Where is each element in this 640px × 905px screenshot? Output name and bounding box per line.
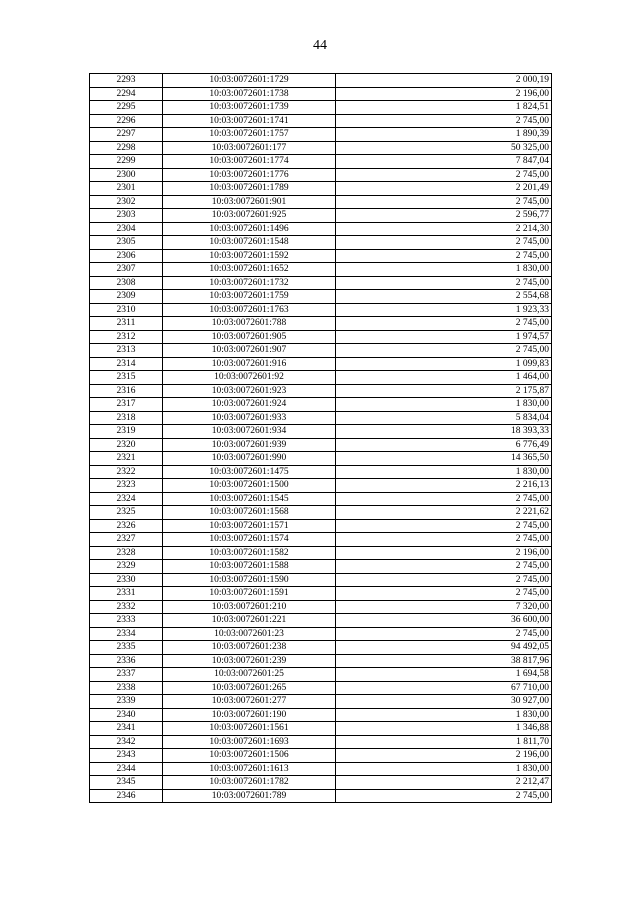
- amount-cell: 30 927,00: [336, 695, 552, 709]
- cadastral-number-cell: 10:03:0072601:1729: [163, 74, 336, 88]
- table-row: [90, 519, 552, 533]
- table-row: [90, 74, 552, 88]
- cadastral-number-cell: 10:03:0072601:788: [163, 317, 336, 331]
- amount-cell: 2 745,00: [336, 236, 552, 250]
- row-number-cell: 2296: [90, 114, 163, 128]
- amount-cell: 2 196,00: [336, 546, 552, 560]
- table-row: [90, 290, 552, 304]
- row-number-cell: 2297: [90, 128, 163, 142]
- row-number-cell: 2293: [90, 74, 163, 88]
- cadastral-number-cell: 10:03:0072601:1652: [163, 263, 336, 277]
- row-number-cell: 2340: [90, 708, 163, 722]
- cadastral-number-cell: 10:03:0072601:1496: [163, 222, 336, 236]
- row-number-cell: 2300: [90, 168, 163, 182]
- table-row: [90, 627, 552, 641]
- table-row: [90, 573, 552, 587]
- cadastral-number-cell: 10:03:0072601:939: [163, 438, 336, 452]
- cadastral-number-cell: 10:03:0072601:1506: [163, 749, 336, 763]
- amount-cell: 2 214,30: [336, 222, 552, 236]
- amount-cell: 38 817,96: [336, 654, 552, 668]
- page-number: 44: [313, 38, 327, 53]
- cadastral-number-cell: 10:03:0072601:1591: [163, 587, 336, 601]
- cadastral-number-cell: 10:03:0072601:1789: [163, 182, 336, 196]
- cadastral-number-cell: 10:03:0072601:1732: [163, 276, 336, 290]
- row-number-cell: 2320: [90, 438, 163, 452]
- row-number-cell: 2294: [90, 87, 163, 101]
- cadastral-number-cell: 10:03:0072601:1782: [163, 776, 336, 790]
- row-number-cell: 2302: [90, 195, 163, 209]
- row-number-cell: 2298: [90, 141, 163, 155]
- table-row: [90, 614, 552, 628]
- cadastral-number-cell: 10:03:0072601:1776: [163, 168, 336, 182]
- amount-cell: 7 847,04: [336, 155, 552, 169]
- row-number-cell: 2335: [90, 641, 163, 655]
- row-number-cell: 2342: [90, 735, 163, 749]
- cadastral-number-cell: 10:03:0072601:990: [163, 452, 336, 466]
- table-row: [90, 384, 552, 398]
- table-row: [90, 452, 552, 466]
- amount-cell: 2 745,00: [336, 789, 552, 803]
- amount-cell: 2 745,00: [336, 317, 552, 331]
- row-number-cell: 2337: [90, 668, 163, 682]
- row-number-cell: 2326: [90, 519, 163, 533]
- cadastral-number-cell: 10:03:0072601:916: [163, 357, 336, 371]
- cadastral-number-cell: 10:03:0072601:1548: [163, 236, 336, 250]
- amount-cell: 2 745,00: [336, 114, 552, 128]
- amount-cell: 1 830,00: [336, 762, 552, 776]
- amount-cell: 1 830,00: [336, 708, 552, 722]
- cadastral-number-cell: 10:03:0072601:221: [163, 614, 336, 628]
- cadastral-number-cell: 10:03:0072601:924: [163, 398, 336, 412]
- amount-cell: 2 596,77: [336, 209, 552, 223]
- cadastral-number-cell: 10:03:0072601:92: [163, 371, 336, 385]
- cadastral-number-cell: 10:03:0072601:265: [163, 681, 336, 695]
- amount-cell: 1 099,83: [336, 357, 552, 371]
- amount-cell: 2 745,00: [336, 249, 552, 263]
- cadastral-number-cell: 10:03:0072601:1774: [163, 155, 336, 169]
- cadastral-number-cell: 10:03:0072601:905: [163, 330, 336, 344]
- row-number-cell: 2317: [90, 398, 163, 412]
- table-row: [90, 344, 552, 358]
- table-row: [90, 641, 552, 655]
- amount-cell: 1 974,57: [336, 330, 552, 344]
- table-row: [90, 276, 552, 290]
- table-row: [90, 762, 552, 776]
- cadastral-number-cell: 10:03:0072601:1739: [163, 101, 336, 115]
- amount-cell: 2 745,00: [336, 533, 552, 547]
- amount-cell: 2 175,87: [336, 384, 552, 398]
- cadastral-number-cell: 10:03:0072601:238: [163, 641, 336, 655]
- table-row: [90, 411, 552, 425]
- amount-cell: 2 745,00: [336, 276, 552, 290]
- cadastral-number-cell: 10:03:0072601:1759: [163, 290, 336, 304]
- row-number-cell: 2330: [90, 573, 163, 587]
- amount-cell: 36 600,00: [336, 614, 552, 628]
- amount-cell: 2 000,19: [336, 74, 552, 88]
- table-row: [90, 776, 552, 790]
- table-row: [90, 101, 552, 115]
- data-table: [89, 73, 552, 803]
- amount-cell: 18 393,33: [336, 425, 552, 439]
- table-row: [90, 465, 552, 479]
- cadastral-number-cell: 10:03:0072601:1582: [163, 546, 336, 560]
- row-number-cell: 2339: [90, 695, 163, 709]
- table-row: [90, 681, 552, 695]
- table-row: [90, 87, 552, 101]
- table-row: [90, 587, 552, 601]
- cadastral-number-cell: 10:03:0072601:1475: [163, 465, 336, 479]
- row-number-cell: 2327: [90, 533, 163, 547]
- amount-cell: 2 196,00: [336, 749, 552, 763]
- cadastral-number-cell: 10:03:0072601:1590: [163, 573, 336, 587]
- table-row: [90, 695, 552, 709]
- row-number-cell: 2306: [90, 249, 163, 263]
- table-row: [90, 114, 552, 128]
- cadastral-number-cell: 10:03:0072601:1545: [163, 492, 336, 506]
- amount-cell: 1 830,00: [336, 398, 552, 412]
- row-number-cell: 2303: [90, 209, 163, 223]
- table-row: [90, 546, 552, 560]
- amount-cell: 2 745,00: [336, 344, 552, 358]
- table-row: [90, 249, 552, 263]
- cadastral-number-cell: 10:03:0072601:277: [163, 695, 336, 709]
- row-number-cell: 2305: [90, 236, 163, 250]
- row-number-cell: 2309: [90, 290, 163, 304]
- table-row: [90, 506, 552, 520]
- row-number-cell: 2299: [90, 155, 163, 169]
- amount-cell: 14 365,50: [336, 452, 552, 466]
- table-row: [90, 533, 552, 547]
- table-row: [90, 708, 552, 722]
- amount-cell: 1 923,33: [336, 303, 552, 317]
- cadastral-number-cell: 10:03:0072601:925: [163, 209, 336, 223]
- amount-cell: 2 745,00: [336, 492, 552, 506]
- row-number-cell: 2310: [90, 303, 163, 317]
- table-row: [90, 735, 552, 749]
- row-number-cell: 2301: [90, 182, 163, 196]
- table-row: [90, 398, 552, 412]
- cadastral-number-cell: 10:03:0072601:1500: [163, 479, 336, 493]
- table-row: [90, 317, 552, 331]
- amount-cell: 5 834,04: [336, 411, 552, 425]
- table-row: [90, 128, 552, 142]
- cadastral-number-cell: 10:03:0072601:1693: [163, 735, 336, 749]
- row-number-cell: 2313: [90, 344, 163, 358]
- row-number-cell: 2341: [90, 722, 163, 736]
- cadastral-number-cell: 10:03:0072601:934: [163, 425, 336, 439]
- cadastral-number-cell: 10:03:0072601:1741: [163, 114, 336, 128]
- amount-cell: 67 710,00: [336, 681, 552, 695]
- cadastral-number-cell: 10:03:0072601:239: [163, 654, 336, 668]
- table-row: [90, 357, 552, 371]
- cadastral-number-cell: 10:03:0072601:1738: [163, 87, 336, 101]
- table-body: [90, 74, 552, 803]
- amount-cell: 1 824,51: [336, 101, 552, 115]
- row-number-cell: 2319: [90, 425, 163, 439]
- row-number-cell: 2345: [90, 776, 163, 790]
- amount-cell: 1 830,00: [336, 465, 552, 479]
- row-number-cell: 2295: [90, 101, 163, 115]
- row-number-cell: 2346: [90, 789, 163, 803]
- cadastral-number-cell: 10:03:0072601:789: [163, 789, 336, 803]
- row-number-cell: 2328: [90, 546, 163, 560]
- cadastral-number-cell: 10:03:0072601:210: [163, 600, 336, 614]
- row-number-cell: 2312: [90, 330, 163, 344]
- amount-cell: 1 694,58: [336, 668, 552, 682]
- cadastral-number-cell: 10:03:0072601:1588: [163, 560, 336, 574]
- row-number-cell: 2318: [90, 411, 163, 425]
- cadastral-number-cell: 10:03:0072601:23: [163, 627, 336, 641]
- cadastral-number-cell: 10:03:0072601:907: [163, 344, 336, 358]
- amount-cell: 2 745,00: [336, 519, 552, 533]
- row-number-cell: 2322: [90, 465, 163, 479]
- row-number-cell: 2321: [90, 452, 163, 466]
- amount-cell: 1 346,88: [336, 722, 552, 736]
- cadastral-number-cell: 10:03:0072601:1568: [163, 506, 336, 520]
- cadastral-number-cell: 10:03:0072601:1592: [163, 249, 336, 263]
- table-row: [90, 182, 552, 196]
- amount-cell: 2 745,00: [336, 573, 552, 587]
- table-row: [90, 371, 552, 385]
- amount-cell: 2 221,62: [336, 506, 552, 520]
- table-row: [90, 722, 552, 736]
- row-number-cell: 2316: [90, 384, 163, 398]
- row-number-cell: 2336: [90, 654, 163, 668]
- cadastral-number-cell: 10:03:0072601:923: [163, 384, 336, 398]
- table-row: [90, 155, 552, 169]
- amount-cell: 2 196,00: [336, 87, 552, 101]
- row-number-cell: 2331: [90, 587, 163, 601]
- amount-cell: 2 216,13: [336, 479, 552, 493]
- cadastral-number-cell: 10:03:0072601:190: [163, 708, 336, 722]
- cadastral-number-cell: 10:03:0072601:177: [163, 141, 336, 155]
- table-row: [90, 168, 552, 182]
- cadastral-number-cell: 10:03:0072601:1613: [163, 762, 336, 776]
- table-row: [90, 195, 552, 209]
- row-number-cell: 2324: [90, 492, 163, 506]
- table-row: [90, 479, 552, 493]
- amount-cell: 2 745,00: [336, 195, 552, 209]
- amount-cell: 2 212,47: [336, 776, 552, 790]
- table-row: [90, 141, 552, 155]
- table-row: [90, 492, 552, 506]
- amount-cell: 2 201,49: [336, 182, 552, 196]
- table-row: [90, 263, 552, 277]
- table-row: [90, 668, 552, 682]
- amount-cell: 2 745,00: [336, 587, 552, 601]
- amount-cell: 2 554,68: [336, 290, 552, 304]
- row-number-cell: 2338: [90, 681, 163, 695]
- amount-cell: 94 492,05: [336, 641, 552, 655]
- row-number-cell: 2343: [90, 749, 163, 763]
- cadastral-number-cell: 10:03:0072601:933: [163, 411, 336, 425]
- row-number-cell: 2314: [90, 357, 163, 371]
- row-number-cell: 2323: [90, 479, 163, 493]
- cadastral-number-cell: 10:03:0072601:1763: [163, 303, 336, 317]
- row-number-cell: 2315: [90, 371, 163, 385]
- row-number-cell: 2334: [90, 627, 163, 641]
- row-number-cell: 2307: [90, 263, 163, 277]
- table-row: [90, 749, 552, 763]
- table-row: [90, 600, 552, 614]
- table-row: [90, 425, 552, 439]
- table-row: [90, 222, 552, 236]
- row-number-cell: 2329: [90, 560, 163, 574]
- table-row: [90, 438, 552, 452]
- amount-cell: 1 464,00: [336, 371, 552, 385]
- row-number-cell: 2304: [90, 222, 163, 236]
- row-number-cell: 2325: [90, 506, 163, 520]
- row-number-cell: 2344: [90, 762, 163, 776]
- row-number-cell: 2308: [90, 276, 163, 290]
- row-number-cell: 2333: [90, 614, 163, 628]
- amount-cell: 2 745,00: [336, 560, 552, 574]
- cadastral-number-cell: 10:03:0072601:1574: [163, 533, 336, 547]
- cadastral-number-cell: 10:03:0072601:25: [163, 668, 336, 682]
- amount-cell: 1 890,39: [336, 128, 552, 142]
- table-row: [90, 236, 552, 250]
- table-row: [90, 330, 552, 344]
- table-row: [90, 209, 552, 223]
- table-row: [90, 789, 552, 803]
- row-number-cell: 2332: [90, 600, 163, 614]
- amount-cell: 2 745,00: [336, 627, 552, 641]
- table-row: [90, 654, 552, 668]
- cadastral-number-cell: 10:03:0072601:901: [163, 195, 336, 209]
- cadastral-number-cell: 10:03:0072601:1571: [163, 519, 336, 533]
- amount-cell: 1 830,00: [336, 263, 552, 277]
- amount-cell: 1 811,70: [336, 735, 552, 749]
- cadastral-number-cell: 10:03:0072601:1561: [163, 722, 336, 736]
- amount-cell: 7 320,00: [336, 600, 552, 614]
- amount-cell: 6 776,49: [336, 438, 552, 452]
- cadastral-number-cell: 10:03:0072601:1757: [163, 128, 336, 142]
- table-row: [90, 560, 552, 574]
- table-row: [90, 303, 552, 317]
- amount-cell: 2 745,00: [336, 168, 552, 182]
- amount-cell: 50 325,00: [336, 141, 552, 155]
- row-number-cell: 2311: [90, 317, 163, 331]
